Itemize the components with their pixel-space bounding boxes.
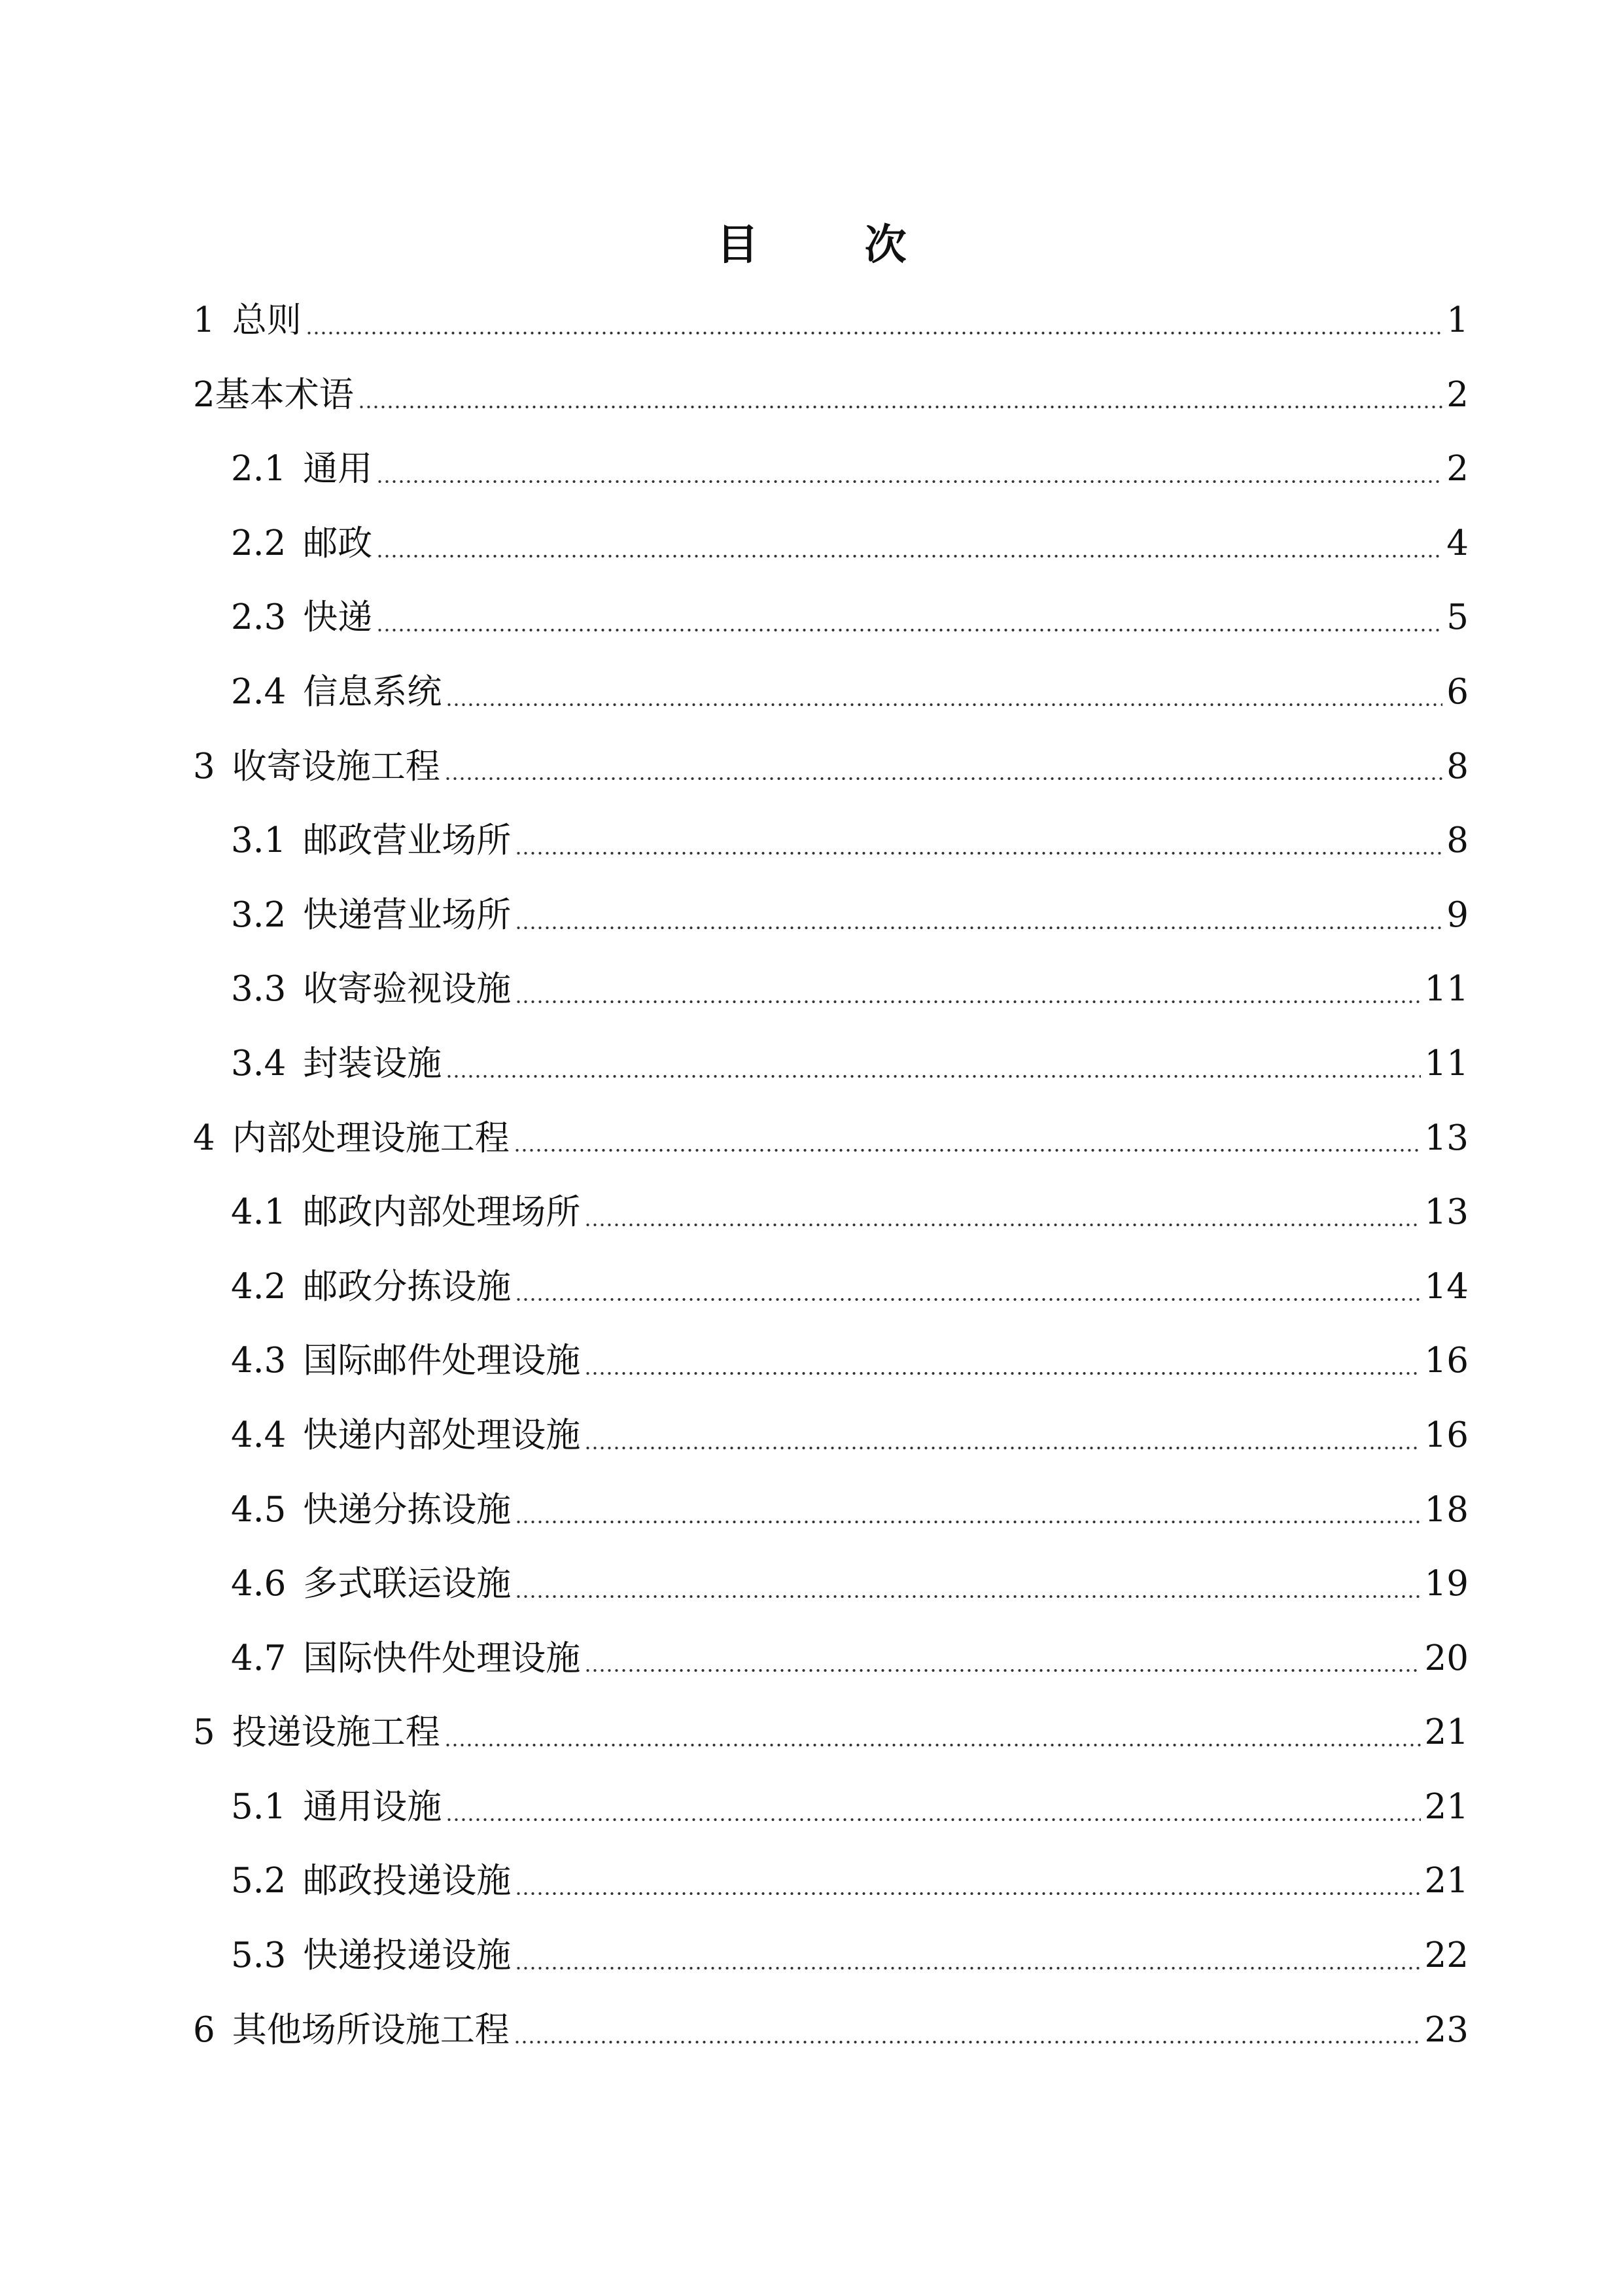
toc-page-number: 18 xyxy=(1424,1489,1469,1530)
toc-entry[interactable] xyxy=(193,432,1469,506)
toc-dot-leader xyxy=(515,1887,1420,1900)
toc-page-number: 20 xyxy=(1424,1638,1469,1678)
toc-dot-leader xyxy=(305,327,1443,340)
toc-entry-text: 通用 xyxy=(303,449,373,489)
toc-entry-text: 基本术语 xyxy=(215,374,354,415)
toc-page-number: 2 xyxy=(1446,374,1469,415)
toc-page-number: 1 xyxy=(1446,300,1469,340)
toc-page-number: 8 xyxy=(1446,821,1469,861)
toc-entry[interactable] xyxy=(193,283,1469,358)
toc-entry-number: 4.5 xyxy=(231,1489,287,1530)
toc-entry-text: 信息系统 xyxy=(303,671,442,712)
toc-dot-leader xyxy=(358,400,1443,414)
toc-page-number: 8 xyxy=(1446,746,1469,786)
toc-dot-leader xyxy=(515,995,1420,1008)
toc-entry-number: 3 xyxy=(193,746,215,786)
toc-page-number: 14 xyxy=(1424,1266,1469,1307)
toc-entry[interactable] xyxy=(193,1993,1469,2068)
toc-dot-leader xyxy=(376,550,1442,563)
toc-dot-leader xyxy=(514,2036,1421,2049)
toc-page-number: 19 xyxy=(1424,1564,1469,1604)
toc-dot-leader xyxy=(444,1739,1421,1752)
toc-entry-number: 4.4 xyxy=(231,1415,287,1455)
toc-entry-text: 国际邮件处理设施 xyxy=(303,1341,581,1381)
toc-entry-text: 总则 xyxy=(232,300,302,340)
toc-page-number: 11 xyxy=(1424,969,1469,1010)
toc-entry-number: 3.3 xyxy=(231,969,287,1010)
toc-dot-leader xyxy=(584,1664,1420,1677)
toc-entry-text: 快递分拣设施 xyxy=(303,1489,512,1530)
toc-entry[interactable] xyxy=(193,1547,1469,1621)
toc-dot-leader xyxy=(445,698,1442,711)
toc-entry-number: 2.3 xyxy=(231,597,287,638)
toc-entry-text: 快递营业场所 xyxy=(303,894,512,935)
toc-entry-text: 封装设施 xyxy=(303,1043,442,1084)
toc-entry-text: 邮政营业场所 xyxy=(303,821,512,861)
toc-page-number: 9 xyxy=(1446,894,1469,935)
toc-entry[interactable] xyxy=(193,1101,1469,1176)
toc-dot-leader xyxy=(515,1962,1420,1975)
toc-entry[interactable] xyxy=(193,730,1469,804)
toc-dot-leader xyxy=(376,475,1442,488)
toc-entry[interactable] xyxy=(193,1473,1469,1547)
toc-entry-text: 多式联运设施 xyxy=(303,1564,512,1604)
toc-entry[interactable] xyxy=(193,1027,1469,1101)
toc-entry[interactable] xyxy=(193,1918,1469,1993)
toc-dot-leader xyxy=(445,1813,1420,1826)
toc-entry-text: 国际快件处理设施 xyxy=(303,1638,581,1678)
toc-entry-text: 其他场所设施工程 xyxy=(232,2009,510,2050)
toc-entry-number: 5.1 xyxy=(231,1786,287,1827)
toc-entry-number: 4.7 xyxy=(231,1638,287,1678)
table-of-contents xyxy=(193,283,1469,2067)
toc-entry-number: 4.1 xyxy=(231,1192,287,1233)
toc-page-number: 2 xyxy=(1446,449,1469,489)
toc-entry-text: 邮政分拣设施 xyxy=(303,1266,512,1307)
toc-entry[interactable] xyxy=(193,1324,1469,1398)
toc-entry[interactable] xyxy=(193,952,1469,1027)
toc-entry-text: 收寄验视设施 xyxy=(303,969,512,1010)
toc-page-number: 5 xyxy=(1446,597,1469,638)
toc-entry-text: 投递设施工程 xyxy=(232,1712,440,1753)
toc-entry[interactable] xyxy=(193,1250,1469,1324)
toc-entry[interactable] xyxy=(193,1770,1469,1845)
toc-page-number: 11 xyxy=(1424,1043,1469,1084)
toc-entry-number: 5.3 xyxy=(231,1935,287,1976)
toc-entry[interactable] xyxy=(193,1844,1469,1918)
toc-page-number: 23 xyxy=(1424,2009,1469,2050)
toc-entry-text: 快递内部处理设施 xyxy=(303,1415,581,1455)
toc-entry[interactable] xyxy=(193,655,1469,730)
toc-entry-number: 2 xyxy=(193,374,215,415)
toc-dot-leader xyxy=(515,1590,1420,1603)
toc-dot-leader xyxy=(515,847,1442,860)
toc-page-number: 6 xyxy=(1446,671,1469,712)
toc-page-number: 21 xyxy=(1424,1861,1469,1901)
toc-entry-number: 3.2 xyxy=(231,894,287,935)
toc-entry[interactable] xyxy=(193,1398,1469,1473)
toc-entry-number: 5.2 xyxy=(231,1861,287,1901)
toc-dot-leader xyxy=(584,1367,1420,1380)
toc-dot-leader xyxy=(444,772,1443,785)
toc-dot-leader xyxy=(514,1144,1421,1157)
toc-entry-text: 邮政投递设施 xyxy=(303,1861,512,1901)
toc-dot-leader xyxy=(515,1515,1420,1528)
toc-entry-number: 3.1 xyxy=(231,821,287,861)
toc-entry-text: 邮政内部处理场所 xyxy=(303,1192,581,1233)
toc-title: 目 次 xyxy=(716,221,952,270)
toc-entry[interactable] xyxy=(193,804,1469,878)
toc-entry-number: 2.4 xyxy=(231,671,287,712)
toc-entry-number: 3.4 xyxy=(231,1043,287,1084)
toc-entry-text: 邮政 xyxy=(303,523,373,563)
toc-page-number: 21 xyxy=(1424,1712,1469,1753)
toc-page-number: 16 xyxy=(1424,1341,1469,1381)
toc-entry[interactable] xyxy=(193,1695,1469,1770)
toc-dot-leader xyxy=(584,1441,1420,1455)
toc-entry-number: 5 xyxy=(193,1712,215,1753)
toc-entry[interactable] xyxy=(193,878,1469,953)
toc-dot-leader xyxy=(445,1070,1420,1083)
toc-dot-leader xyxy=(515,1293,1420,1306)
toc-page-number: 4 xyxy=(1446,523,1469,563)
toc-entry-number: 6 xyxy=(193,2009,215,2050)
toc-entry-number: 1 xyxy=(193,300,215,340)
toc-entry-text: 内部处理设施工程 xyxy=(232,1118,510,1158)
toc-entry-text: 快递 xyxy=(303,597,373,638)
toc-entry-number: 2.2 xyxy=(231,523,287,563)
toc-page-number: 21 xyxy=(1424,1786,1469,1827)
toc-page-number: 13 xyxy=(1424,1192,1469,1233)
toc-entry-text: 通用设施 xyxy=(303,1786,442,1827)
toc-entry-number: 4.2 xyxy=(231,1266,287,1307)
toc-entry-text: 快递投递设施 xyxy=(303,1935,512,1976)
toc-dot-leader xyxy=(584,1218,1420,1231)
toc-entry-number: 4 xyxy=(193,1118,215,1158)
toc-entry-number: 2.1 xyxy=(231,449,287,489)
toc-entry[interactable] xyxy=(193,580,1469,655)
toc-dot-leader xyxy=(515,921,1442,934)
toc-entry[interactable] xyxy=(193,358,1469,433)
toc-dot-leader xyxy=(376,624,1442,637)
toc-entry[interactable] xyxy=(193,1621,1469,1696)
toc-page-number: 22 xyxy=(1424,1935,1469,1976)
toc-page-number: 16 xyxy=(1424,1415,1469,1455)
toc-entry-text: 收寄设施工程 xyxy=(232,746,440,786)
toc-page-number: 13 xyxy=(1424,1118,1469,1158)
toc-entry-number: 4.3 xyxy=(231,1341,287,1381)
toc-entry[interactable] xyxy=(193,1175,1469,1250)
toc-entry-number: 4.6 xyxy=(231,1564,287,1604)
toc-entry[interactable] xyxy=(193,506,1469,581)
